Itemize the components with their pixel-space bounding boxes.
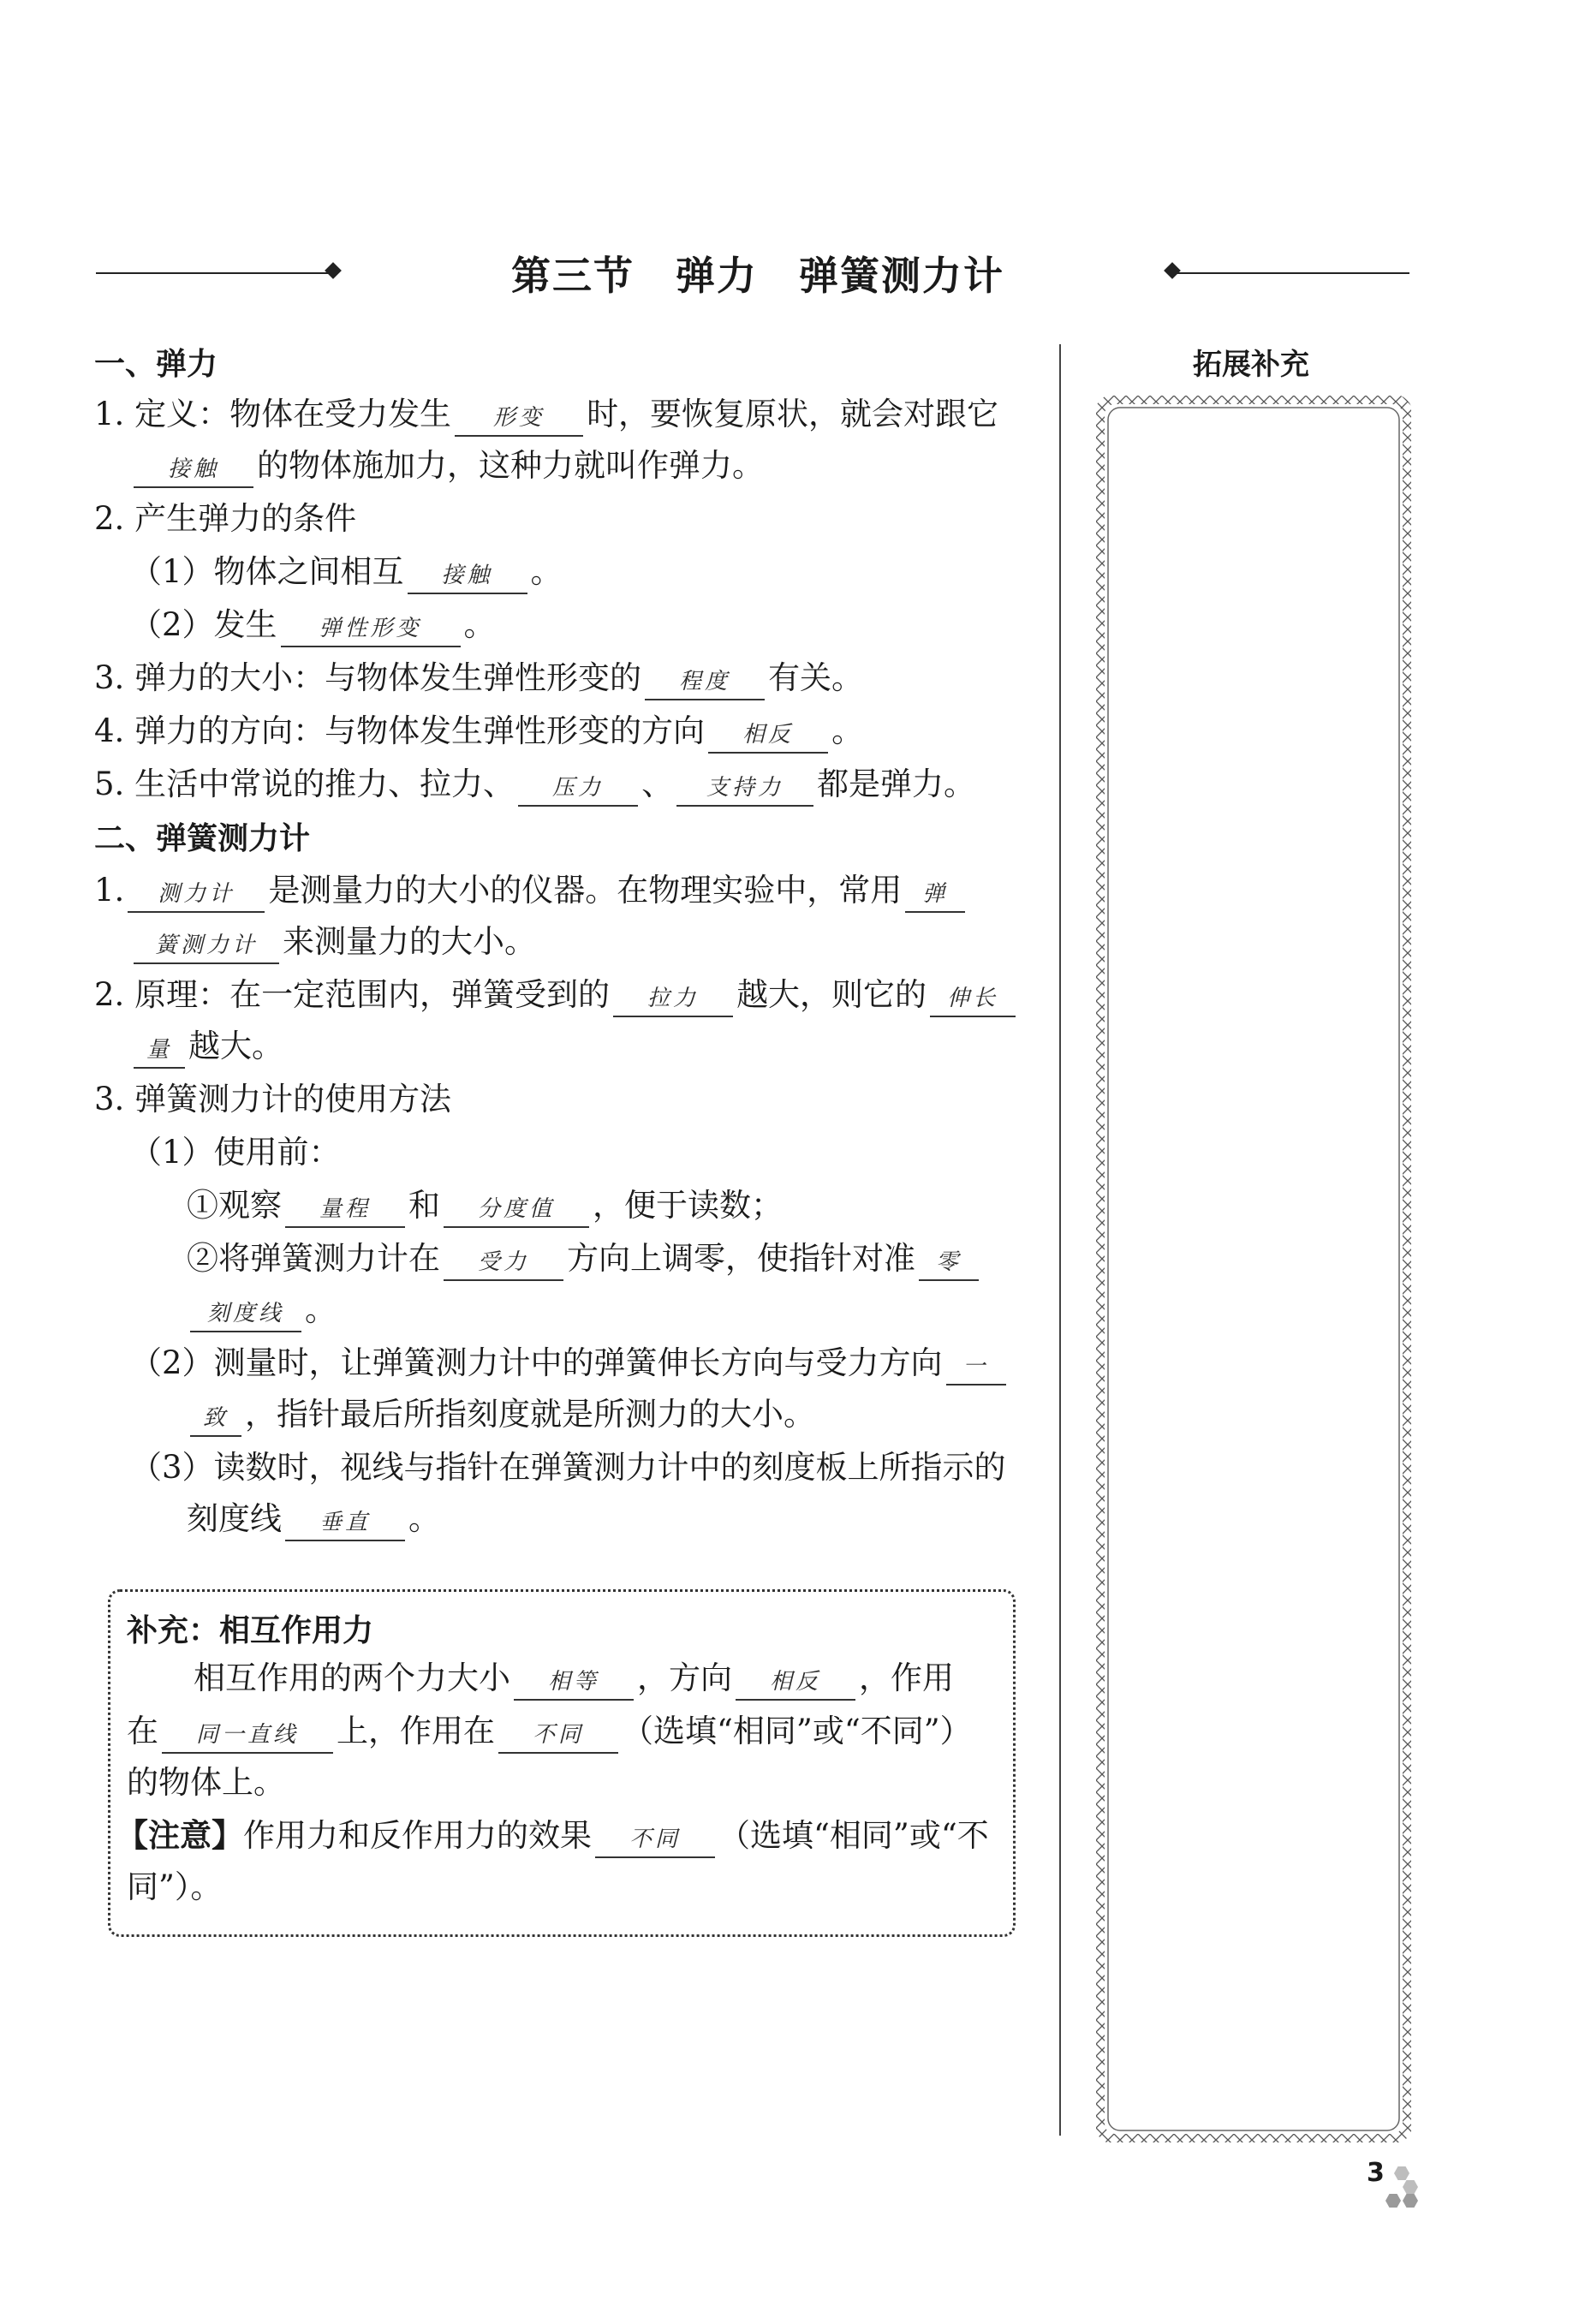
answer-blank: 不同 [595, 1822, 715, 1858]
principle-line-1 [94, 974, 1019, 1017]
answer-blank: 测力计 [128, 877, 265, 913]
usage-heading: 3. 弹簧测力计的使用方法 [94, 1081, 452, 1117]
during-measure-line-1 [130, 1343, 1010, 1385]
answer-blank: 压力 [518, 771, 638, 807]
supplement-line-2 [127, 1711, 972, 1754]
text: 。 [305, 1291, 337, 1328]
text: 。 [463, 606, 496, 643]
title-rule-right [1176, 272, 1409, 274]
sidebar-title: 拓展补充 [1193, 348, 1309, 382]
text: 1. [94, 872, 125, 909]
answer-blank: 弹 [905, 877, 965, 913]
answer-blank: 接触 [134, 452, 253, 488]
magnitude-line [94, 658, 863, 700]
reading-line-2 [187, 1499, 440, 1541]
answer-blank: 一 [946, 1350, 1006, 1385]
text: 作用力和反作用力的效果 [243, 1817, 592, 1854]
title-rule-left [96, 272, 334, 274]
decorative-border-frame [1096, 396, 1411, 2142]
instrument-line-2 [130, 921, 536, 964]
hexagon-icon [1385, 2194, 1401, 2208]
text: ②将弹簧测力计在 [187, 1240, 440, 1277]
text: （选填“相同”或“不 [718, 1817, 989, 1854]
answer-blank: 不同 [498, 1718, 618, 1754]
text: 、 [641, 766, 674, 802]
text: （选填“相同”或“不同”） [622, 1713, 972, 1749]
answer-blank: 伸长 [930, 981, 1016, 1017]
answer-blank: 支持力 [676, 771, 813, 807]
answer-blank: 相反 [736, 1665, 855, 1701]
page-number: 3 [1367, 2158, 1385, 2188]
note-label: 【注意】 [116, 1817, 243, 1854]
answer-blank: 量 [134, 1033, 185, 1069]
answer-blank: 受力 [444, 1245, 563, 1281]
text: 越大。 [188, 1028, 283, 1064]
text: ①观察 [187, 1187, 282, 1224]
supplement-note-line-1 [116, 1815, 989, 1858]
section-heading-spring-scale: 二、弹簧测力计 [94, 821, 311, 856]
conditions-heading: 2. 产生弹力的条件 [94, 500, 357, 537]
answer-blank: 接触 [408, 558, 527, 594]
condition-2 [130, 605, 496, 647]
answer-blank: 垂直 [285, 1505, 405, 1541]
answer-blank: 相反 [708, 718, 828, 754]
text: 有关。 [768, 659, 864, 696]
answer-blank: 形变 [455, 401, 583, 437]
text: 方向上调零，使指针对准 [567, 1240, 915, 1277]
text: （1）物体之间相互 [130, 553, 404, 590]
text: ，方向 [637, 1660, 732, 1696]
answer-blank: 拉力 [613, 981, 733, 1017]
reading-line-1: （3）读数时，视线与指针在弹簧测力计中的刻度板上所指示的 [130, 1449, 1006, 1486]
section-heading-elastic-force: 一、弹力 [94, 347, 218, 382]
text: 。 [530, 553, 563, 590]
text: 4. 弹力的方向：与物体发生弹性形变的方向 [94, 712, 706, 749]
text: 的物体施加力，这种力就叫作弹力。 [257, 447, 764, 484]
text: ，指针最后所指刻度就是所测力的大小。 [245, 1396, 815, 1433]
answer-blank: 相等 [514, 1665, 634, 1701]
text: 3. 弹力的大小：与物体发生弹性形变的 [94, 659, 642, 696]
during-measure-line-2 [187, 1394, 815, 1437]
supplement-title: 补充：相互作用力 [127, 1613, 374, 1648]
definition-line-1 [94, 394, 998, 437]
text: 来测量力的大小。 [283, 923, 536, 960]
principle-line-2 [130, 1026, 283, 1069]
text: 5. 生活中常说的推力、拉力、 [94, 766, 515, 802]
text: 是测量力的大小的仪器。在物理实验中，常用 [268, 872, 903, 909]
text: 2. 原理：在一定范围内，弹簧受到的 [94, 976, 611, 1013]
text: （2）发生 [130, 606, 277, 643]
column-divider [1059, 344, 1061, 2136]
answer-blank: 零 [919, 1245, 979, 1281]
definition-line-2 [130, 445, 764, 488]
text: 都是弹力。 [817, 766, 976, 802]
text: （2）测量时，让弹簧测力计中的弹簧伸长方向与受力方向 [130, 1344, 943, 1381]
answer-blank: 程度 [645, 664, 765, 700]
text: 时，要恢复原状，就会对跟它 [587, 396, 999, 432]
direction-line [94, 711, 863, 754]
before-use-step-2 [187, 1238, 982, 1281]
text: 和 [408, 1187, 440, 1224]
condition-1 [130, 551, 563, 594]
instrument-line-1 [94, 870, 968, 913]
supplement-note-line-2: 同”）。 [127, 1868, 223, 1905]
diamond-icon [325, 262, 342, 279]
text: ，便于读数； [593, 1187, 783, 1224]
supplement-line-3: 的物体上。 [127, 1764, 285, 1801]
text: 。 [831, 712, 864, 749]
answer-blank: 弹性形变 [281, 611, 461, 647]
answer-blank: 分度值 [444, 1192, 589, 1228]
text: 在 [127, 1713, 158, 1749]
diamond-icon [1164, 262, 1181, 279]
before-use-step-1 [187, 1185, 783, 1228]
answer-blank: 簧测力计 [134, 928, 279, 964]
text: 越大，则它的 [736, 976, 927, 1013]
text: 上，作用在 [337, 1713, 495, 1749]
examples-line [94, 764, 975, 807]
text: 1. 定义：物体在受力发生 [94, 396, 452, 432]
text: 刻度线 [187, 1500, 282, 1537]
before-use-heading: （1）使用前： [130, 1134, 341, 1171]
page-title: 第三节 弹力 弹簧测力计 [511, 253, 1004, 299]
answer-blank: 刻度线 [190, 1296, 301, 1332]
text: 。 [408, 1500, 440, 1537]
hexagon-icon [1394, 2166, 1409, 2180]
hexagon-icon [1403, 2194, 1418, 2208]
answer-blank: 致 [190, 1401, 241, 1437]
text: ，作用 [859, 1660, 954, 1696]
text: 相互作用的两个力大小 [194, 1660, 510, 1696]
before-use-step-2-cont [187, 1290, 337, 1332]
answer-blank: 同一直线 [162, 1718, 333, 1754]
supplement-line-1 [194, 1658, 954, 1701]
hexagon-icon [1403, 2180, 1418, 2194]
answer-blank: 量程 [285, 1192, 405, 1228]
